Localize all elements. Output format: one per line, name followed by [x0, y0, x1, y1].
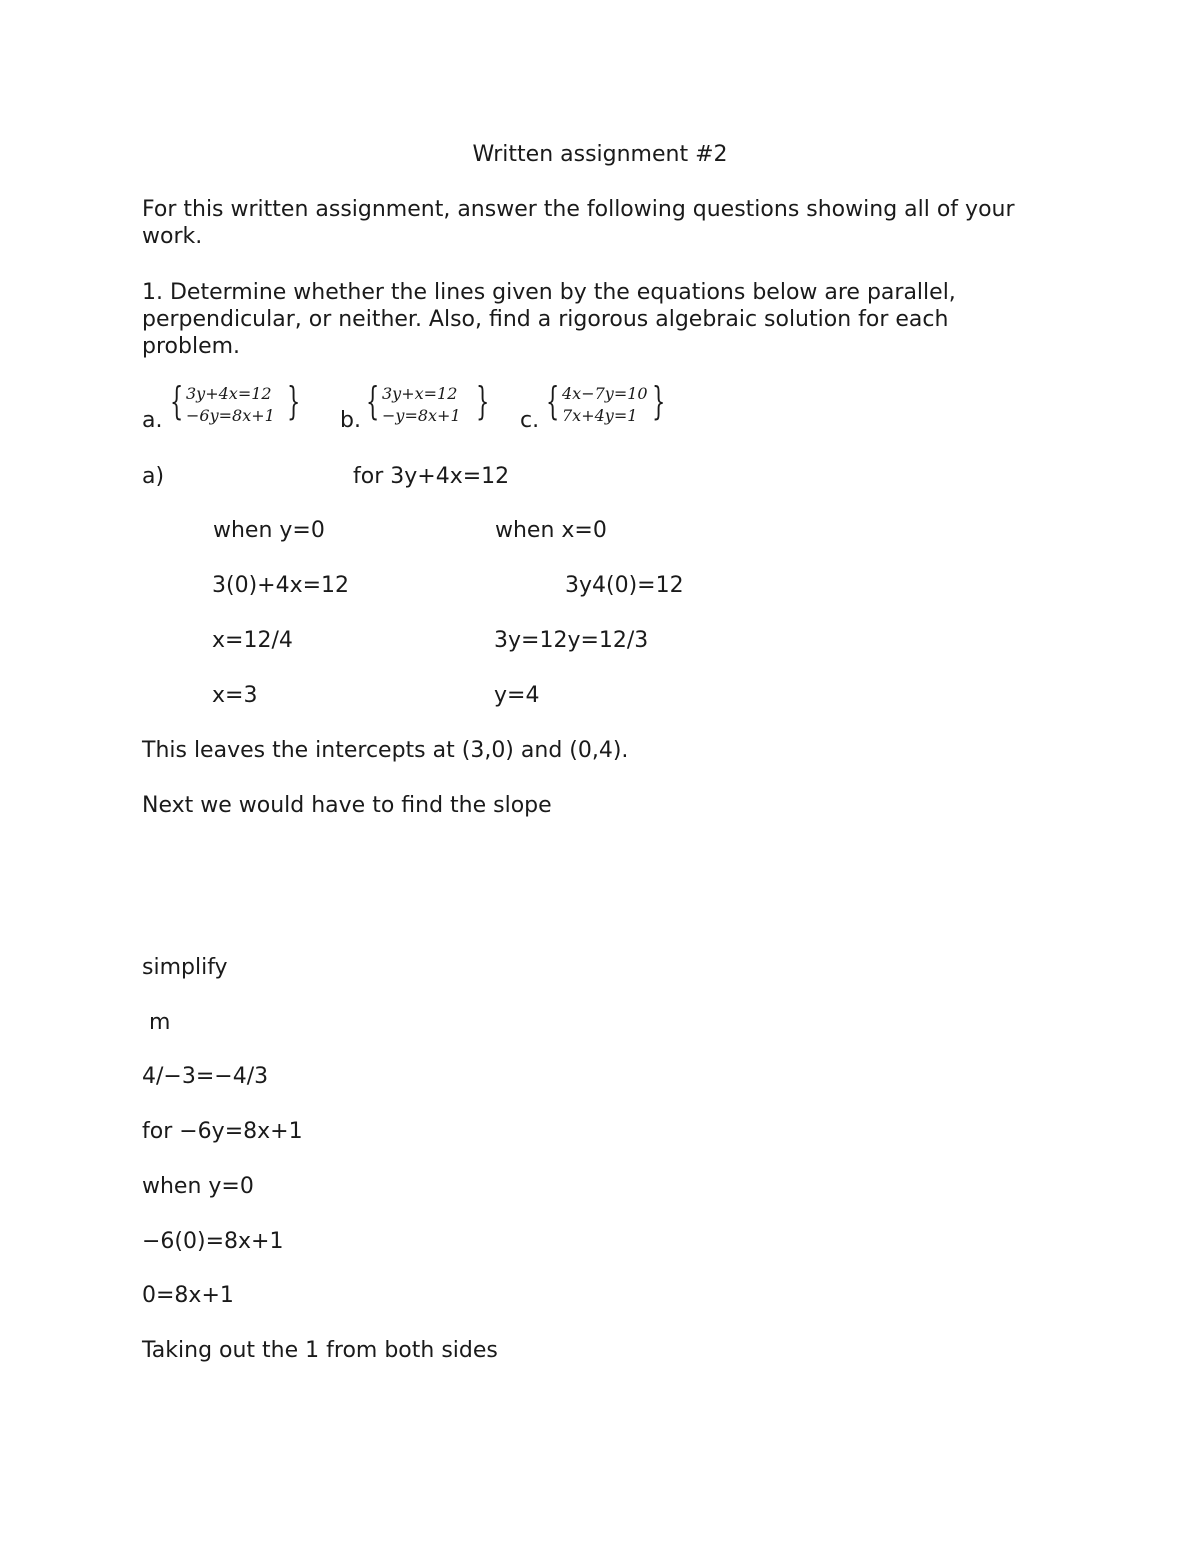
right-brace: }: [287, 379, 301, 423]
next-slope-sentence: Next we would have to find the slope: [142, 793, 552, 818]
equation-2: −y=8x+1: [382, 406, 461, 425]
system-equations: [382, 383, 461, 427]
work-left-step: x=12/4: [212, 628, 293, 653]
system-label: b.: [340, 408, 361, 433]
left-brace: {: [366, 379, 380, 423]
system-equations: [562, 383, 648, 427]
question-1: 1. Determine whether the lines given by the equations below are parallel, perpendicular, or neither. Also, find a rigorous algebraic solution for each problem.: [142, 280, 956, 359]
equation-1: 3y+4x=12: [186, 384, 272, 403]
work-right-step: 3y4(0)=12: [565, 573, 684, 598]
right-brace: }: [476, 379, 490, 423]
work-left-step: x=3: [212, 683, 258, 708]
work-left-step: when y=0: [213, 518, 325, 543]
left-brace: {: [546, 379, 560, 423]
zero-equation-line: 0=8x+1: [142, 1283, 234, 1308]
work-right-step: y=4: [494, 683, 540, 708]
equation-2: −6y=8x+1: [186, 406, 275, 425]
slope-value-line: 4/−3=−4/3: [142, 1064, 269, 1089]
for-equation-line-2: for −6y=8x+1: [142, 1119, 303, 1144]
for-equation-line: for 3y+4x=12: [353, 464, 510, 489]
document-title: Written assignment #2: [472, 142, 728, 167]
m-line: m: [142, 1010, 171, 1035]
system-label: a.: [142, 408, 163, 433]
left-brace: {: [170, 379, 184, 423]
system-equations: [186, 383, 275, 427]
work-right-step: 3y=12y=12/3: [494, 628, 649, 653]
system-label: c.: [520, 408, 540, 433]
intro-paragraph: For this written assignment, answer the following questions showing all of your work.: [142, 197, 1015, 249]
taking-out-sentence: Taking out the 1 from both sides: [142, 1338, 498, 1363]
intercepts-sentence: This leaves the intercepts at (3,0) and (0,4).: [142, 738, 629, 763]
work-left-step: 3(0)+4x=12: [212, 573, 350, 598]
substitution-line: −6(0)=8x+1: [142, 1229, 284, 1254]
equation-1: 4x−7y=10: [562, 384, 648, 403]
equation-1: 3y+x=12: [382, 384, 458, 403]
part-label: a): [142, 464, 165, 489]
equation-2: 7x+4y=1: [562, 406, 638, 425]
when-y-zero-line: when y=0: [142, 1174, 254, 1199]
right-brace: }: [652, 379, 666, 423]
simplify-line: simplify: [142, 955, 228, 980]
work-right-step: when x=0: [495, 518, 607, 543]
